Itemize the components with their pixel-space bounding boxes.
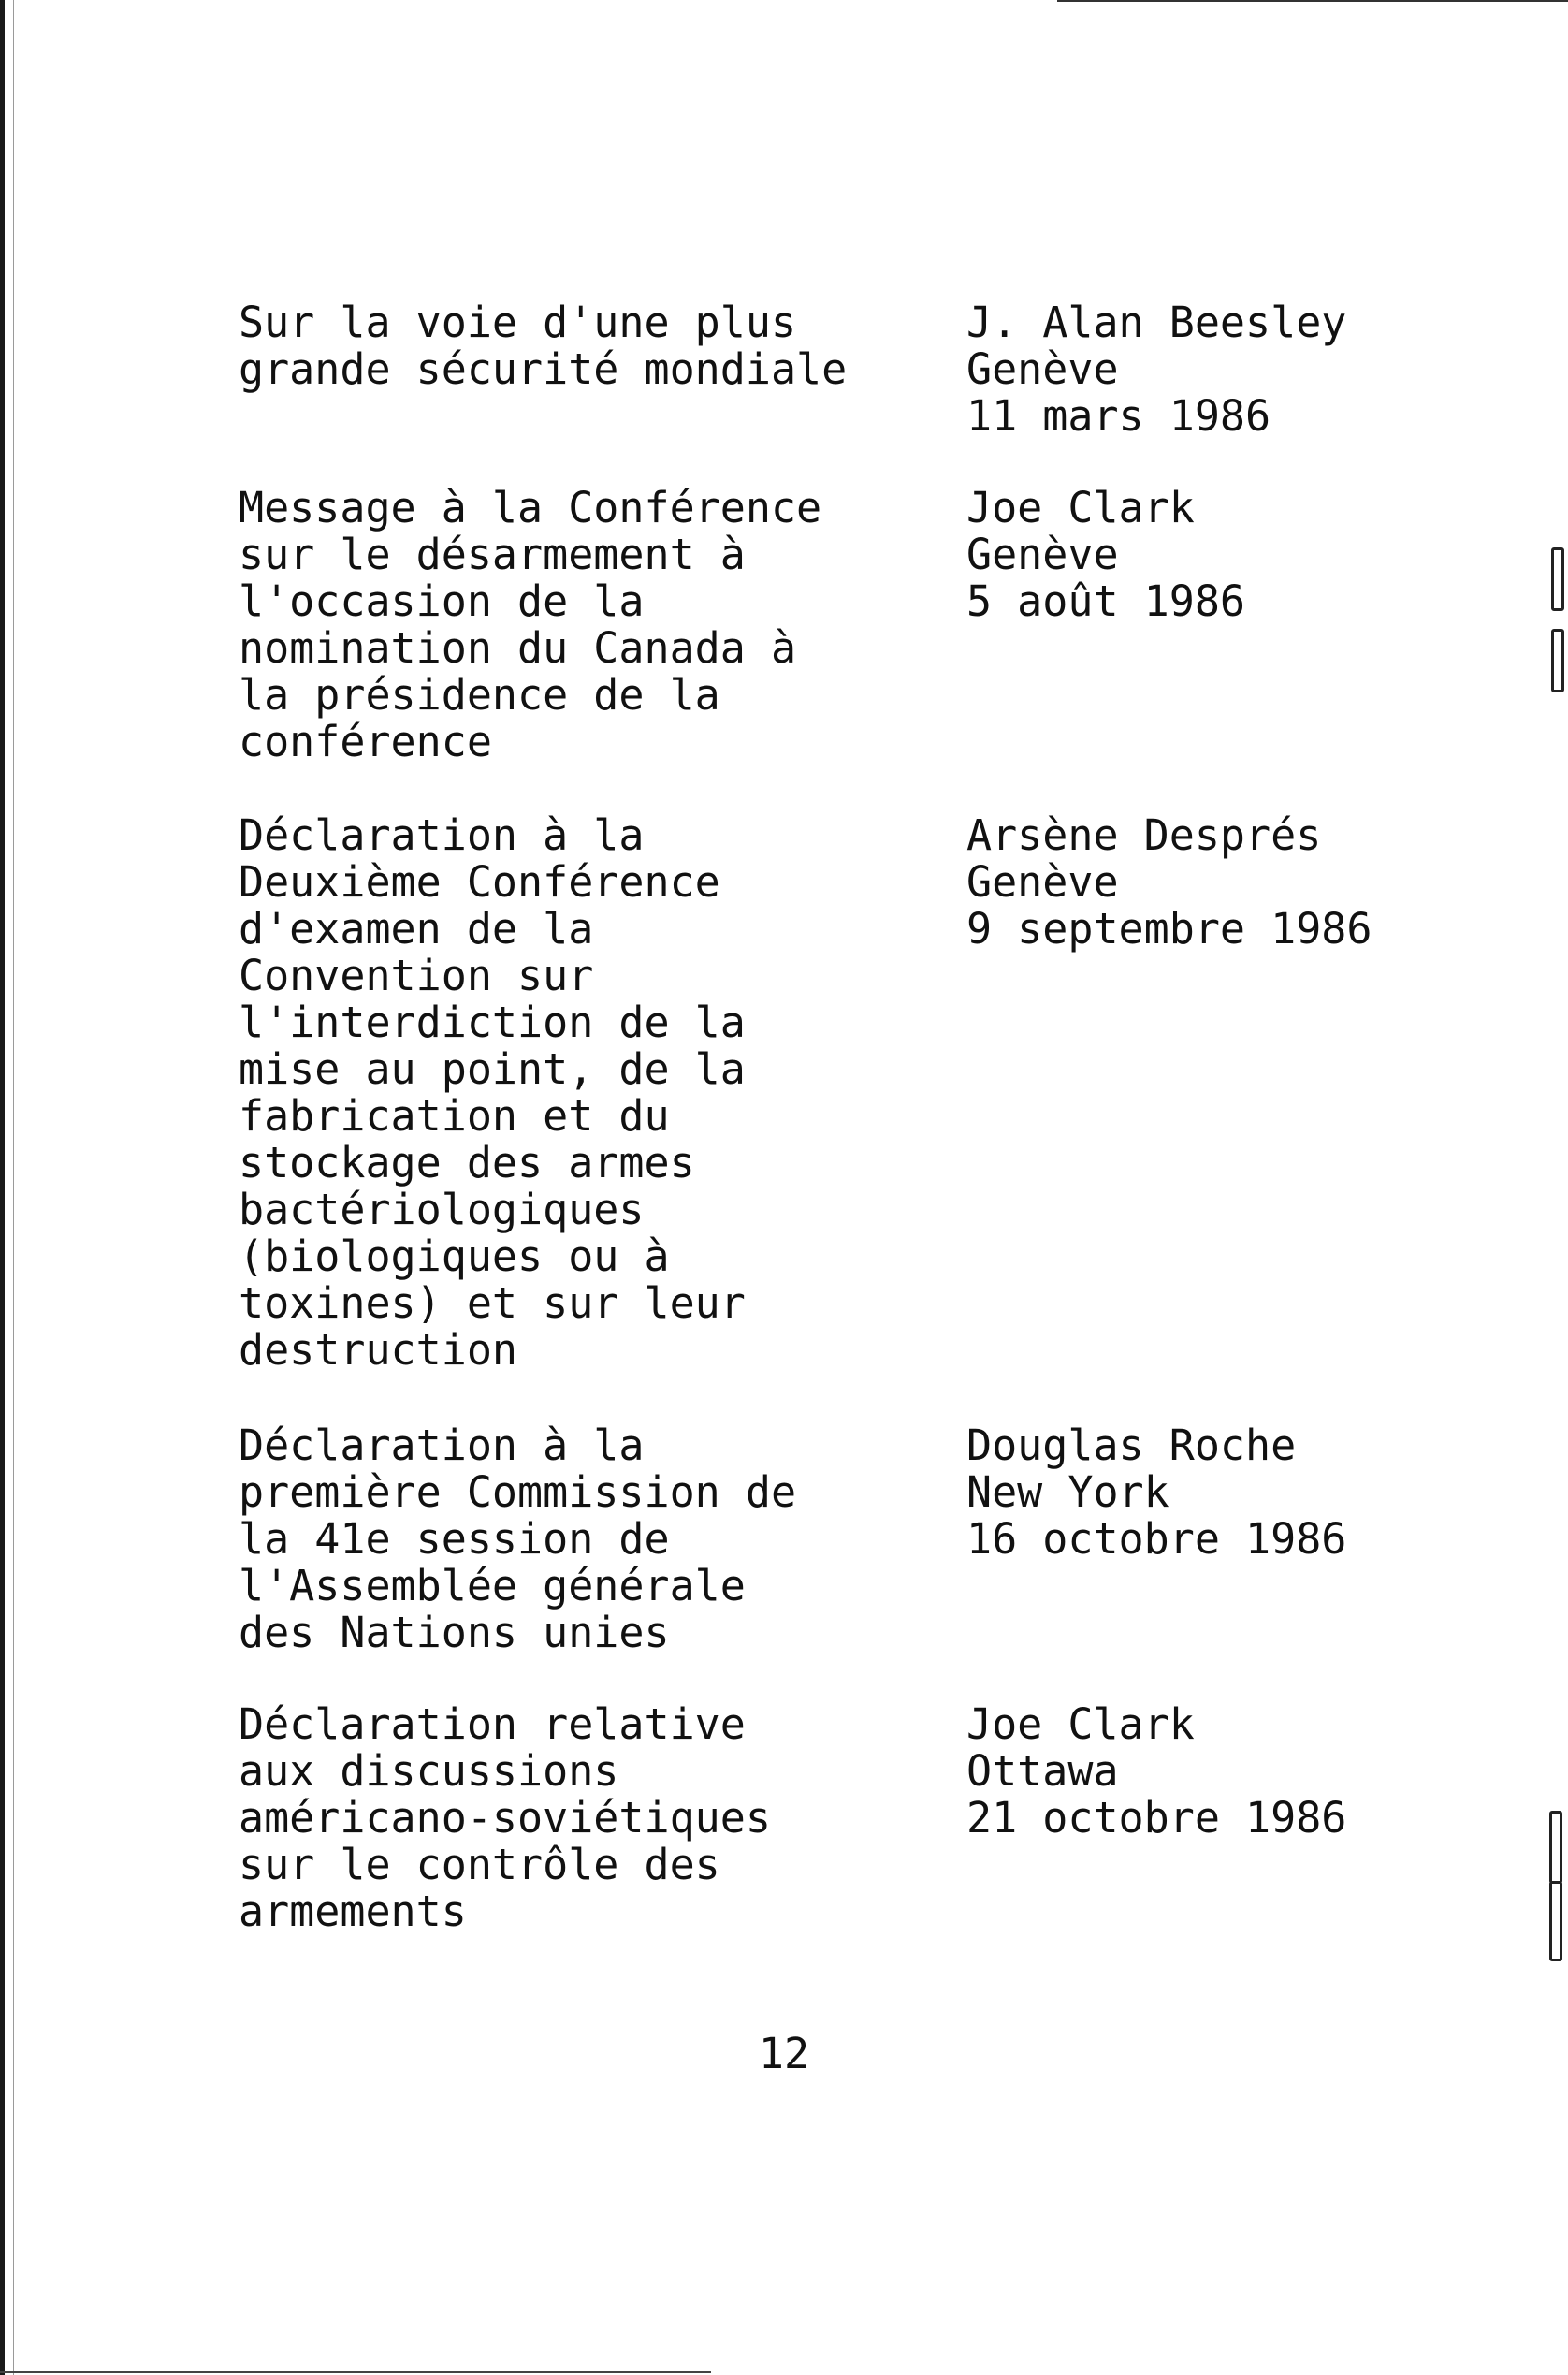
entry-meta bbox=[966, 1701, 1453, 1842]
entry-title: Déclaration à la Deuxième Conférence d'examen de la Convention sur l'interdiction de la mise au point, de la fabrication et du stockage des armes bactériologiques (biologiques ou à toxines) et sur leur destruction bbox=[239, 810, 746, 1375]
page-edge-top bbox=[1057, 0, 1568, 2]
binding-mark bbox=[1551, 547, 1564, 611]
entry-author: Arsène Després bbox=[966, 810, 1322, 860]
entry-date: 9 septembre 1986 bbox=[966, 904, 1372, 954]
page-number: 12 bbox=[758, 2029, 810, 2078]
entry-meta bbox=[966, 485, 1453, 625]
entry-author: Douglas Roche bbox=[966, 1421, 1297, 1470]
page-edge-bottom bbox=[0, 2371, 711, 2373]
entry-title: Déclaration à la première Commission de la 41e session de l'Assemblée générale des Nations unies bbox=[239, 1421, 797, 1657]
entry-title: Déclaration relative aux discussions américano-soviétiques sur le contrôle des armements bbox=[239, 1699, 771, 1936]
entry-date: 16 octobre 1986 bbox=[966, 1514, 1347, 1564]
entry-place: Genève bbox=[966, 344, 1119, 394]
binding-mark bbox=[1551, 629, 1564, 692]
binding-mark bbox=[1549, 1881, 1562, 1961]
entry-place: Genève bbox=[966, 857, 1119, 907]
entry-place: Genève bbox=[966, 530, 1119, 579]
entry-place: New York bbox=[966, 1467, 1169, 1517]
entry-meta bbox=[966, 299, 1453, 440]
entry-author: Joe Clark bbox=[966, 1699, 1195, 1749]
entry-title: Message à la Conférence sur le désarmement à l'occasion de la nomination du Canada à la présidence de la conférence bbox=[239, 483, 822, 766]
entry-date: 21 octobre 1986 bbox=[966, 1793, 1347, 1843]
page-edge-left-thin bbox=[13, 0, 14, 2375]
entry-author: J. Alan Beesley bbox=[966, 298, 1347, 347]
entry-title: Sur la voie d'une plus grande sécurité mondiale bbox=[239, 298, 848, 394]
entry-place: Ottawa bbox=[966, 1746, 1119, 1796]
entry-date: 11 mars 1986 bbox=[966, 391, 1271, 441]
entry-meta bbox=[966, 812, 1453, 953]
entry-meta bbox=[966, 1422, 1453, 1563]
entry-author: Joe Clark bbox=[966, 483, 1195, 532]
page-edge-left bbox=[0, 0, 5, 2375]
entry-date: 5 août 1986 bbox=[966, 576, 1246, 626]
binding-mark bbox=[1549, 1811, 1562, 1884]
